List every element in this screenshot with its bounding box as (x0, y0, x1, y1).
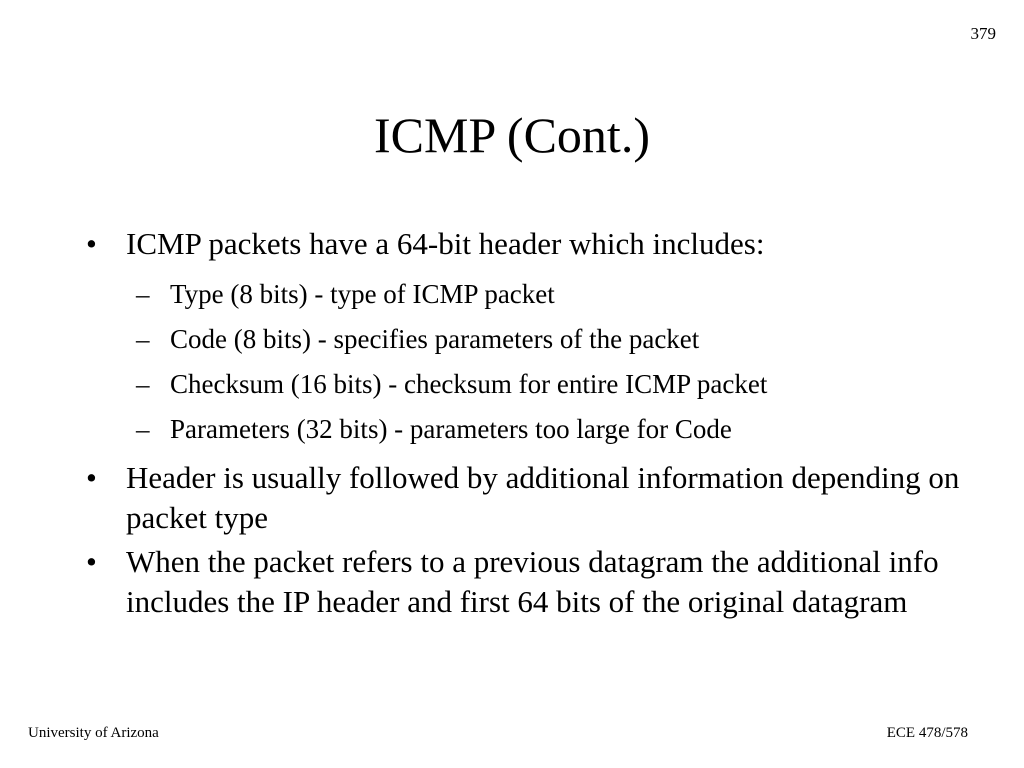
bullet-text: Header is usually followed by additional information depending on packet type (126, 460, 960, 535)
footer-right-text: ECE 478/578 (886, 725, 968, 741)
bullet-marker: • (86, 226, 97, 261)
sub-bullet-text: Parameters (32 bits) - parameters too large for Code (170, 414, 732, 444)
sub-bullet-text: Code (8 bits) - specifies parameters of the packet (170, 324, 700, 354)
sub-bullet-text: Type (8 bits) - type of ICMP packet (170, 279, 555, 309)
sub-bullet-marker: – (136, 324, 150, 354)
bullet-item (86, 458, 966, 538)
bullet-item (86, 542, 966, 622)
bullet-text: When the packet refers to a previous datagram the additional info includes the IP header and first 64 bits of the original datagram (126, 544, 939, 619)
sub-bullet-marker: – (136, 279, 150, 309)
sub-bullet-item (86, 272, 966, 317)
bullet-marker: • (86, 460, 97, 495)
slide-title: ICMP (Cont.) (374, 107, 650, 163)
slide-body (86, 224, 966, 622)
sub-bullet-marker: – (136, 414, 150, 444)
footer-left-text: University of Arizona (28, 725, 159, 741)
bullet-item (86, 224, 966, 264)
slide-number: 379 (970, 24, 996, 43)
sub-bullet-item (86, 407, 966, 452)
sub-bullet-text: Checksum (16 bits) - checksum for entire ICMP packet (170, 369, 768, 399)
bullet-text: ICMP packets have a 64-bit header which includes: (126, 226, 765, 261)
bullet-marker: • (86, 544, 97, 579)
sub-bullet-marker: – (136, 369, 150, 399)
sub-bullet-item (86, 317, 966, 362)
sub-bullet-list (86, 272, 966, 452)
sub-bullet-item (86, 362, 966, 407)
